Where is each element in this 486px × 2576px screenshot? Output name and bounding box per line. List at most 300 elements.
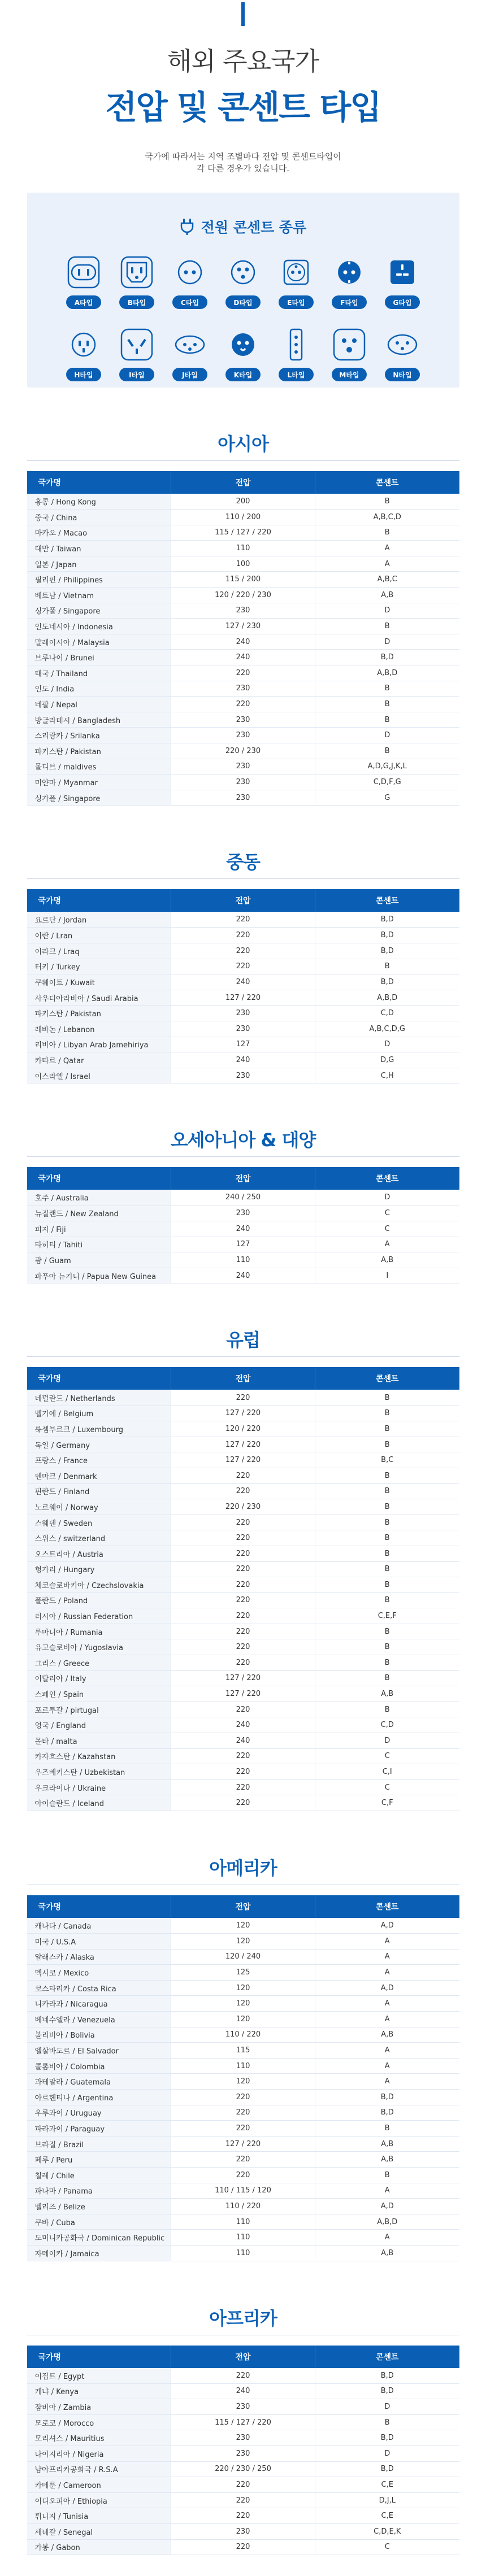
voltage-cell: 220: [171, 1483, 315, 1499]
country-cell: 영국 / England: [27, 1717, 171, 1733]
voltage-cell: 120: [171, 1918, 315, 1934]
country-cell: 캐나다 / Canada: [27, 1918, 171, 1934]
table-row: [27, 697, 459, 712]
voltage-cell: 230: [171, 2524, 315, 2540]
socket-column-header: 콘센트: [315, 1895, 459, 1918]
country-cell: 룩셈부르크 / Luxembourg: [27, 1421, 171, 1437]
table-row: [27, 2027, 459, 2043]
table-row: [27, 2230, 459, 2246]
socket-cell: D: [315, 1190, 459, 1206]
socket-cell: C,D: [315, 1717, 459, 1733]
socket-cell: A,B,C: [315, 572, 459, 588]
voltage-cell: 120 / 220: [171, 1421, 315, 1437]
socket-cell: C: [315, 1221, 459, 1237]
voltage-cell: 110: [171, 2230, 315, 2246]
voltage-cell: 220: [171, 2105, 315, 2121]
country-cell: 세네갈 / Senegal: [27, 2524, 171, 2540]
country-cell: 말레이시아 / Malaysia: [27, 634, 171, 650]
table-row: [27, 2508, 459, 2524]
table-row: [27, 1068, 459, 1084]
socket-cell: B: [315, 1592, 459, 1608]
socket-cell: D,J,L: [315, 2492, 459, 2508]
voltage-cell: 240: [171, 974, 315, 990]
voltage-cell: 115 / 200: [171, 572, 315, 588]
socket-cell: B: [315, 1499, 459, 1515]
socket-cell: B: [315, 959, 459, 974]
voltage-cell: 120: [171, 1934, 315, 1950]
table-row: [27, 2492, 459, 2508]
country-cell: 이탈리아 / Italy: [27, 1670, 171, 1686]
country-cell: 페루 / Peru: [27, 2152, 171, 2168]
socket-cell: B: [315, 2414, 459, 2430]
socket-cell: B: [315, 712, 459, 728]
voltage-cell: 127 / 220: [171, 1452, 315, 1468]
table-row: [27, 1748, 459, 1764]
socket-cell: B,D: [315, 650, 459, 665]
region-section: [27, 1126, 459, 1283]
voltage-table: [27, 889, 459, 1084]
country-cell: 가봉 / Gabon: [27, 2539, 171, 2555]
country-cell: 스위스 / switzerland: [27, 1530, 171, 1546]
table-row: [27, 1918, 459, 1934]
top-accent-bar: [241, 2, 245, 26]
table-header-row: [27, 2346, 459, 2368]
country-cell: 그리스 / Greece: [27, 1655, 171, 1671]
socket-types-panel: [27, 193, 459, 388]
table-row: [27, 928, 459, 943]
country-cell: 미국 / U.S.A: [27, 1934, 171, 1950]
voltage-cell: 240: [171, 1221, 315, 1237]
voltage-cell: 220: [171, 912, 315, 928]
socket-type-item: [66, 256, 102, 309]
page-title: 전압 및 콘센트 타입: [105, 88, 381, 127]
table-header-row: [27, 1367, 459, 1390]
table-row: [27, 525, 459, 541]
socket-type-label: A타입: [66, 295, 101, 309]
socket-cell: A: [315, 1934, 459, 1950]
socket-cell: D: [315, 728, 459, 743]
country-cell: 브라질 / Brazil: [27, 2136, 171, 2152]
voltage-cell: 220: [171, 2090, 315, 2105]
table-row: [27, 2399, 459, 2415]
country-cell: 필리핀 / Philippines: [27, 572, 171, 588]
table-row: [27, 2524, 459, 2540]
socket-cell: A: [315, 2230, 459, 2246]
voltage-cell: 220: [171, 2368, 315, 2384]
table-row: [27, 2152, 459, 2168]
country-cell: 폴란드 / Poland: [27, 1592, 171, 1608]
table-row: [27, 1561, 459, 1577]
table-row: [27, 681, 459, 697]
socket-cell: A,D: [315, 1980, 459, 1996]
table-row: [27, 494, 459, 510]
voltage-cell: 127 / 220: [171, 2136, 315, 2152]
voltage-cell: 110 / 200: [171, 510, 315, 525]
country-cell: 포르투갈 / pirtugal: [27, 1702, 171, 1717]
country-cell: 러시아 / Russian Federation: [27, 1608, 171, 1624]
table-row: [27, 2074, 459, 2090]
voltage-table: [27, 2346, 459, 2556]
table-row: [27, 1237, 459, 1252]
table-row: [27, 1221, 459, 1237]
socket-cell: C: [315, 1748, 459, 1764]
socket-cell: B,C: [315, 1452, 459, 1468]
voltage-cell: 110: [171, 2214, 315, 2230]
socket-type-item: [331, 256, 367, 309]
voltage-cell: 127 / 220: [171, 1437, 315, 1452]
region-title: 아시아: [218, 433, 268, 455]
country-cell: 사우디아라비아 / Saudi Arabia: [27, 990, 171, 1006]
country-cell: 쿠바 / Cuba: [27, 2214, 171, 2230]
socket-shape-icon: [173, 328, 206, 363]
voltage-cell: 240: [171, 1717, 315, 1733]
voltage-cell: 220: [171, 1764, 315, 1780]
table-row: [27, 1795, 459, 1811]
socket-type-label: I타입: [119, 368, 154, 381]
country-cell: 터키 / Turkey: [27, 959, 171, 974]
country-cell: 칠레 / Chile: [27, 2168, 171, 2183]
voltage-cell: 220: [171, 1702, 315, 1717]
voltage-cell: 127 / 230: [171, 619, 315, 634]
country-cell: 타히티 / Tahiti: [27, 1237, 171, 1252]
voltage-cell: 220: [171, 1515, 315, 1530]
socket-cell: B: [315, 1483, 459, 1499]
country-cell: 이란 / Lran: [27, 928, 171, 943]
voltage-cell: 220: [171, 665, 315, 681]
table-row: [27, 603, 459, 619]
table-row: [27, 1390, 459, 1406]
country-cell: 싱가폴 / Singapore: [27, 790, 171, 806]
country-cell: 오스트리아 / Austria: [27, 1546, 171, 1561]
table-row: [27, 510, 459, 525]
country-cell: 스페인 / Spain: [27, 1686, 171, 1702]
country-cell: 이라크 / Lraq: [27, 943, 171, 959]
voltage-table: [27, 471, 459, 806]
table-row: [27, 774, 459, 790]
region-section: [27, 430, 459, 806]
table-row: [27, 1980, 459, 1996]
voltage-cell: 220: [171, 1795, 315, 1811]
socket-cell: B: [315, 1468, 459, 1483]
socket-cell: A,D: [315, 2199, 459, 2214]
country-cell: 파나마 / Panama: [27, 2183, 171, 2199]
table-row: [27, 634, 459, 650]
table-row: [27, 2058, 459, 2074]
region-divider: [27, 1356, 459, 1357]
socket-cell: A: [315, 556, 459, 572]
country-cell: 파푸아 뉴기니 / Papua New Guinea: [27, 1268, 171, 1283]
country-cell: 베네수엘라 / Venezuela: [27, 2012, 171, 2027]
table-row: [27, 1190, 459, 1206]
socket-cell: B: [315, 1624, 459, 1639]
country-cell: 핀란드 / Finland: [27, 1483, 171, 1499]
socket-cell: A: [315, 541, 459, 556]
socket-cell: C,H: [315, 1068, 459, 1084]
table-row: [27, 1934, 459, 1950]
table-row: [27, 1608, 459, 1624]
socket-shape-icon: [386, 328, 419, 363]
table-row: [27, 759, 459, 774]
socket-cell: B,D: [315, 912, 459, 928]
country-cell: 네덜란드 / Netherlands: [27, 1390, 171, 1406]
socket-cell: A: [315, 2074, 459, 2090]
country-cell: 우루과이 / Uruguay: [27, 2105, 171, 2121]
country-cell: 우즈베키스탄 / Uzbekistan: [27, 1764, 171, 1780]
voltage-cell: 220: [171, 2477, 315, 2493]
socket-type-label: J타입: [172, 368, 207, 381]
region-divider: [27, 878, 459, 879]
table-row: [27, 1252, 459, 1268]
country-cell: 일본 / Japan: [27, 556, 171, 572]
voltage-cell: 230: [171, 1006, 315, 1021]
socket-cell: D: [315, 634, 459, 650]
voltage-cell: 200: [171, 494, 315, 510]
voltage-cell: 220 / 230: [171, 1499, 315, 1515]
socket-cell: B: [315, 681, 459, 697]
table-row: [27, 1421, 459, 1437]
country-cell: 마카오 / Macao: [27, 525, 171, 541]
table-row: [27, 2136, 459, 2152]
table-row: [27, 1965, 459, 1981]
country-cell: 몰디브 / maldives: [27, 759, 171, 774]
socket-shape-icon: [333, 256, 366, 291]
voltage-cell: 120: [171, 1980, 315, 1996]
table-row: [27, 2461, 459, 2477]
voltage-column-header: 전압: [171, 471, 315, 494]
voltage-cell: 115 / 127 / 220: [171, 2414, 315, 2430]
voltage-cell: 240: [171, 1733, 315, 1749]
country-cell: 이디오피아 / Ethiopia: [27, 2492, 171, 2508]
socket-type-item: [331, 328, 367, 381]
socket-cell: B: [315, 1561, 459, 1577]
socket-column-header: 콘센트: [315, 471, 459, 494]
country-cell: 호주 / Australia: [27, 1190, 171, 1206]
country-cell: 남아프리카공화국 / R.S.A: [27, 2461, 171, 2477]
socket-shape-icon: [120, 328, 153, 363]
voltage-cell: 115 / 127 / 220: [171, 525, 315, 541]
country-column-header: 국가명: [27, 1895, 171, 1918]
socket-type-item: [66, 328, 102, 381]
table-row: [27, 728, 459, 743]
socket-shape-icon: [120, 256, 153, 291]
table-row: [27, 743, 459, 759]
table-header-row: [27, 471, 459, 494]
country-cell: 덴마크 / Denmark: [27, 1468, 171, 1483]
country-cell: 헝가리 / Hungary: [27, 1561, 171, 1577]
country-cell: 멕시코 / Mexico: [27, 1965, 171, 1981]
country-cell: 브루나이 / Brunei: [27, 650, 171, 665]
table-row: [27, 2430, 459, 2446]
voltage-cell: 220 / 230 / 250: [171, 2461, 315, 2477]
country-cell: 홍콩 / Hong Kong: [27, 494, 171, 510]
socket-cell: B,D: [315, 974, 459, 990]
country-cell: 인도 / India: [27, 681, 171, 697]
socket-type-label: E타입: [279, 295, 314, 309]
socket-column-header: 콘센트: [315, 1167, 459, 1190]
voltage-cell: 127 / 220: [171, 1670, 315, 1686]
table-row: [27, 712, 459, 728]
table-row: [27, 1996, 459, 2012]
page: [0, 2, 486, 2576]
socket-column-header: 콘센트: [315, 2346, 459, 2368]
voltage-cell: 125: [171, 1965, 315, 1981]
socket-cell: C,I: [315, 1764, 459, 1780]
socket-cell: C,D,F,G: [315, 774, 459, 790]
socket-cell: B,D: [315, 2090, 459, 2105]
socket-column-header: 콘센트: [315, 889, 459, 912]
table-row: [27, 2368, 459, 2384]
voltage-cell: 120: [171, 2012, 315, 2027]
voltage-cell: 230: [171, 774, 315, 790]
socket-shape-icon: [227, 256, 259, 291]
voltage-cell: 127 / 220: [171, 990, 315, 1006]
voltage-cell: 220: [171, 1608, 315, 1624]
socket-cell: A: [315, 1237, 459, 1252]
table-row: [27, 1515, 459, 1530]
table-row: [27, 1764, 459, 1780]
table-row: [27, 2446, 459, 2462]
country-cell: 스리랑카 / Srilanka: [27, 728, 171, 743]
region-section: [27, 848, 459, 1084]
socket-cell: C: [315, 2539, 459, 2555]
country-column-header: 국가명: [27, 889, 171, 912]
voltage-cell: 230: [171, 2399, 315, 2415]
voltage-cell: 230: [171, 790, 315, 806]
table-row: [27, 2121, 459, 2136]
voltage-cell: 100: [171, 556, 315, 572]
socket-shape-icon: [67, 256, 100, 291]
region-section: [27, 2304, 459, 2556]
socket-type-item: [119, 256, 155, 309]
socket-cell: C,E: [315, 2477, 459, 2493]
voltage-cell: 120 / 220 / 230: [171, 588, 315, 603]
country-cell: 자메이카 / Jamaica: [27, 2245, 171, 2261]
socket-shape-icon: [333, 328, 366, 363]
country-cell: 독일 / Germany: [27, 1437, 171, 1452]
socket-cell: D: [315, 603, 459, 619]
country-cell: 대만 / Taiwan: [27, 541, 171, 556]
socket-cell: B: [315, 2168, 459, 2183]
country-column-header: 국가명: [27, 471, 171, 494]
table-row: [27, 1733, 459, 1749]
country-cell: 파키스탄 / Pakistan: [27, 1006, 171, 1021]
voltage-cell: 240: [171, 2383, 315, 2399]
table-row: [27, 943, 459, 959]
socket-cell: B: [315, 1437, 459, 1452]
table-row: [27, 2105, 459, 2121]
country-cell: 루마니아 / Rumania: [27, 1624, 171, 1639]
voltage-cell: 120: [171, 1996, 315, 2012]
socket-cell: B,D: [315, 2461, 459, 2477]
voltage-cell: 220: [171, 2152, 315, 2168]
socket-cell: A,D: [315, 1918, 459, 1934]
voltage-cell: 220: [171, 2168, 315, 2183]
country-cell: 뉴질랜드 / New Zealand: [27, 1206, 171, 1221]
country-cell: 엘살바도르 / El Salvador: [27, 2043, 171, 2059]
country-cell: 알래스카 / Alaska: [27, 1949, 171, 1965]
table-row: [27, 619, 459, 634]
socket-cell: B,D: [315, 943, 459, 959]
table-row: [27, 588, 459, 603]
table-row: [27, 1406, 459, 1421]
voltage-cell: 240: [171, 634, 315, 650]
country-cell: 볼리비아 / Bolivia: [27, 2027, 171, 2043]
socket-type-label: G타입: [385, 295, 420, 309]
socket-cell: D: [315, 2446, 459, 2462]
table-row: [27, 1779, 459, 1795]
socket-type-label: C타입: [172, 295, 207, 309]
country-cell: 미얀마 / Myanmar: [27, 774, 171, 790]
country-cell: 스웨덴 / Sweden: [27, 1515, 171, 1530]
socket-cell: B: [315, 1406, 459, 1421]
country-cell: 피지 / Fiji: [27, 1221, 171, 1237]
table-row: [27, 1949, 459, 1965]
table-row: [27, 1452, 459, 1468]
table-row: [27, 2245, 459, 2261]
voltage-cell: 220: [171, 959, 315, 974]
voltage-cell: 240: [171, 650, 315, 665]
country-cell: 태국 / Thailand: [27, 665, 171, 681]
table-row: [27, 990, 459, 1006]
voltage-cell: 220: [171, 1592, 315, 1608]
socket-type-item: [278, 328, 314, 381]
voltage-cell: 220: [171, 697, 315, 712]
socket-cell: A: [315, 2058, 459, 2074]
table-header-row: [27, 1895, 459, 1918]
voltage-cell: 110: [171, 541, 315, 556]
header-desc-line-2: 각 다른 경우가 있습니다.: [197, 163, 289, 173]
country-cell: 니카라과 / Nicaragua: [27, 1996, 171, 2012]
socket-type-label: N타입: [385, 368, 420, 381]
header-subtitle: 해외 주요국가: [167, 46, 319, 76]
voltage-cell: 127: [171, 1237, 315, 1252]
country-cell: 과테말라 / Guatemala: [27, 2074, 171, 2090]
country-cell: 인도네시아 / Indonesia: [27, 619, 171, 634]
socket-cell: B,D: [315, 928, 459, 943]
region-title: 유럽: [226, 1329, 260, 1351]
socket-cell: B: [315, 1702, 459, 1717]
voltage-cell: 127 / 220: [171, 1406, 315, 1421]
table-row: [27, 1639, 459, 1655]
socket-cell: A,B: [315, 2027, 459, 2043]
voltage-cell: 127 / 220: [171, 1686, 315, 1702]
country-column-header: 국가명: [27, 1167, 171, 1190]
table-row: [27, 541, 459, 556]
country-cell: 괌 / Guam: [27, 1252, 171, 1268]
country-column-header: 국가명: [27, 1367, 171, 1390]
country-cell: 콜롬비아 / Colombia: [27, 2058, 171, 2074]
voltage-cell: 110 / 220: [171, 2199, 315, 2214]
table-row: [27, 912, 459, 928]
voltage-cell: 230: [171, 1206, 315, 1221]
socket-cell: B: [315, 1639, 459, 1655]
region-title: 중동: [226, 851, 260, 873]
table-row: [27, 1006, 459, 1021]
country-cell: 파라과이 / Paraguay: [27, 2121, 171, 2136]
regions-container: [0, 430, 486, 2555]
table-row: [27, 2043, 459, 2059]
table-row: [27, 1686, 459, 1702]
table-row: [27, 1592, 459, 1608]
region-divider: [27, 1156, 459, 1157]
region-title: 아메리카: [209, 1857, 277, 1879]
plug-icon: [180, 218, 194, 235]
voltage-column-header: 전압: [171, 889, 315, 912]
voltage-cell: 110 / 115 / 120: [171, 2183, 315, 2199]
table-row: [27, 1021, 459, 1037]
table-row: [27, 2168, 459, 2183]
socket-shape-icon: [67, 328, 100, 363]
